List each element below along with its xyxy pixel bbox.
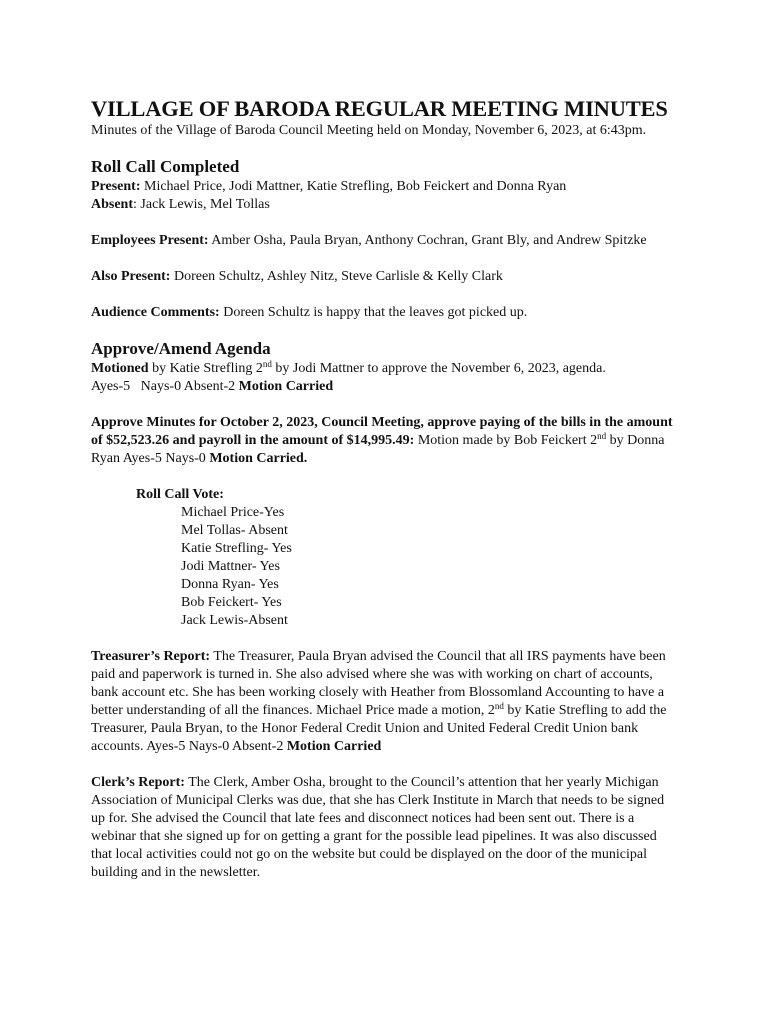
absent-text: : Jack Lewis, Mel Tollas [133, 197, 270, 212]
agenda-motion-label: Motioned [91, 361, 149, 376]
present-line [91, 178, 679, 196]
agenda-motion-line [91, 360, 679, 378]
agenda-text-b: by Jodi Mattner to approve the November 6, 2023, agenda. [271, 361, 606, 376]
treasurer-label: Treasurer’s Report: [91, 649, 211, 664]
audience-paragraph [91, 304, 679, 322]
vote-item: Michael Price-Yes [181, 505, 285, 520]
roll-call-vote-list [136, 504, 679, 630]
agenda-votes: Ayes-5 Nays-0 Absent-2 [91, 379, 239, 394]
absent-line [91, 196, 679, 214]
employees-paragraph [91, 232, 679, 250]
clerk-paragraph [91, 774, 679, 882]
minutes-label: Approve Minutes for October 2, 2023, Council Meeting, approve paying of the bills in the amount of $52,523.26 and payroll in the amount of $14,995.49: [91, 415, 673, 448]
roll-call-heading: Roll Call Completed [91, 157, 240, 176]
agenda-heading: Approve/Amend Agenda [91, 339, 271, 358]
intro-paragraph: Minutes of the Village of Baroda Council Meeting held on Monday, November 6, 2023, at 6:43pm. [91, 123, 647, 138]
minutes-result: Motion Carried. [209, 451, 308, 466]
roll-call-vote-label: Roll Call Vote: [136, 487, 224, 502]
vote-item: Katie Strefling- Yes [181, 541, 292, 556]
treasurer-sup: nd [494, 701, 504, 711]
agenda-result: Motion Carried [238, 379, 334, 394]
document-body [91, 96, 679, 882]
document-title: VILLAGE OF BARODA REGULAR MEETING MINUTES [91, 96, 668, 121]
treasurer-result: Motion Carried [286, 739, 382, 754]
treasurer-text-a: The Treasurer, Paula Bryan advised the Council that all IRS payments have been paid and paperwork is turned in. She also advised where she was with working on chart of accounts, bank account etc. She has been working closely with Heather from Blossomland Accounting to have a better understanding of all the finances. Michael Price made a motion, 2 [91, 649, 666, 718]
treasurer-paragraph [91, 648, 679, 756]
also-present-paragraph [91, 268, 679, 286]
vote-item: Jodi Mattner- Yes [181, 559, 280, 574]
employees-text: Amber Osha, Paula Bryan, Anthony Cochran, Grant Bly, and Andrew Spitzke [208, 233, 647, 248]
minutes-paragraph [91, 414, 679, 468]
employees-label: Employees Present: [91, 233, 209, 248]
agenda-text-a: by Katie Strefling 2 [148, 361, 263, 376]
minutes-text-b: by Donna Ryan Ayes-5 Nays-0 [91, 433, 665, 466]
agenda-sup: nd [262, 359, 272, 369]
clerk-text: The Clerk, Amber Osha, brought to the Council’s attention that her yearly Michigan Association of Municipal Clerks was due, that she has Clerk Institute in March that needs to be signed up for. She advised the Council that late fees and disconnect notices had been sent out. There is a webinar that she signed up for on getting a grant for the possible lead pipelines. It was also discussed that local activities could not go on the website but could be displayed on the door of the municipal building and in the newsletter. [91, 775, 665, 880]
treasurer-text-b: by Katie Strefling to add the Treasurer, Paula Bryan, to the Honor Federal Credit Union and United Federal Credit Union bank accounts. Ayes-5 Nays-0 Absent-2 [91, 703, 667, 754]
absent-label: Absent [91, 197, 134, 212]
vote-item: Bob Feickert- Yes [181, 595, 282, 610]
audience-label: Audience Comments: [91, 305, 220, 320]
vote-item: Donna Ryan- Yes [181, 577, 279, 592]
audience-text: Doreen Schultz is happy that the leaves got picked up. [219, 305, 528, 320]
roll-call-vote [136, 486, 679, 630]
present-label: Present: [91, 179, 141, 194]
vote-item: Jack Lewis-Absent [181, 613, 288, 628]
vote-item: Mel Tollas- Absent [181, 523, 288, 538]
minutes-text-a: Motion made by Bob Feickert 2 [414, 433, 598, 448]
minutes-sup: nd [597, 431, 607, 441]
also-present-text: Doreen Schultz, Ashley Nitz, Steve Carlisle & Kelly Clark [170, 269, 503, 284]
clerk-label: Clerk’s Report: [91, 775, 185, 790]
present-text: Michael Price, Jodi Mattner, Katie Strefling, Bob Feickert and Donna Ryan [140, 179, 567, 194]
agenda-votes-line [91, 378, 679, 396]
also-present-label: Also Present: [91, 269, 171, 284]
